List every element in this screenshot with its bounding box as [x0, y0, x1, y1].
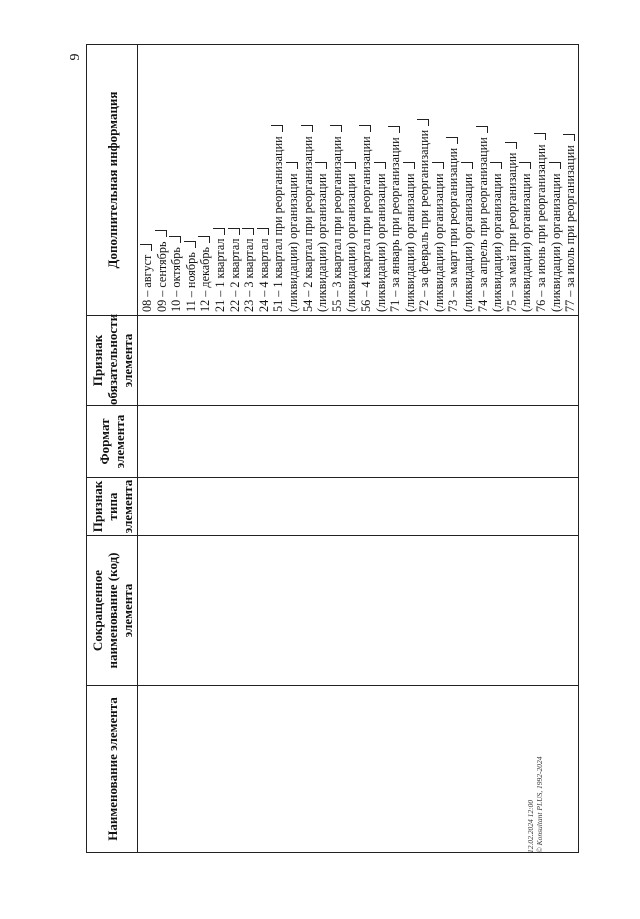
list-item [388, 45, 403, 312]
list-item [534, 45, 549, 312]
list-item-text: 22 – 2 квартал [227, 238, 242, 312]
cell-separator-mark [184, 241, 196, 248]
cell-separator-mark [461, 162, 473, 169]
list-item [315, 45, 330, 312]
list-item [155, 45, 170, 312]
list-item [374, 45, 389, 312]
cell-additional-info [138, 45, 579, 316]
list-item-text: (ликвидации) организации [548, 173, 563, 312]
list-item-text: 73 – за март при реорганизации [446, 147, 461, 312]
list-item-text: (ликвидации) организации [285, 173, 300, 312]
list-item-text: 54 – 2 квартал при реорганизации [300, 136, 315, 312]
list-item-text: (ликвидации) организации [519, 173, 534, 312]
list-item [446, 45, 461, 312]
list-item-text: 12 – декабрь [198, 247, 213, 312]
list-item [140, 45, 155, 312]
footer-date: 12.02.2024 12:00 [526, 799, 535, 853]
cell-separator-mark [403, 162, 415, 169]
list-item [461, 45, 476, 312]
list-item-text: 77 – за июль при реорганизации [563, 145, 578, 312]
cell-separator-mark [388, 126, 400, 133]
element-spec-table [86, 44, 579, 853]
list-item-text: 56 – 4 квартал при реорганизации [358, 136, 373, 312]
list-item-text: (ликвидации) организации [402, 173, 417, 312]
list-item [213, 45, 228, 312]
cell-separator-mark [213, 228, 225, 235]
cell-separator-mark [374, 162, 386, 169]
list-item [519, 45, 534, 312]
cell-separator-mark [432, 162, 444, 169]
list-item-text: 10 – октябрь [169, 247, 184, 312]
cell-separator-mark [330, 125, 342, 132]
cell-separator-mark [286, 162, 298, 169]
list-item [330, 45, 345, 312]
additional-info-list [138, 45, 578, 315]
cell-short-code [138, 536, 579, 686]
table-header-row [87, 45, 138, 853]
list-item [242, 45, 257, 312]
header-element-name: Наименование элемента [87, 686, 138, 853]
cell-separator-mark [476, 126, 488, 133]
table-row [138, 45, 579, 853]
header-required-flag: Признак обязательности элемента [87, 316, 138, 406]
cell-separator-mark [549, 162, 561, 169]
list-item [505, 45, 520, 312]
list-item [198, 45, 213, 312]
cell-separator-mark [563, 134, 575, 141]
list-item-text: 71 – за январь при реорганизации [388, 137, 403, 312]
list-item [490, 45, 505, 312]
cell-separator-mark [242, 228, 254, 235]
list-item [476, 45, 491, 312]
list-item-text: 76 – за июнь при реорганизации [534, 144, 549, 312]
list-item-text: (ликвидации) организации [315, 173, 330, 312]
header-element-format: Формат элемента [87, 406, 138, 478]
list-item [344, 45, 359, 312]
list-item [432, 45, 447, 312]
list-item [228, 45, 243, 312]
cell-separator-mark [315, 162, 327, 169]
cell-element-type [138, 478, 579, 536]
cell-separator-mark [417, 119, 429, 126]
list-item-text: 51 – 1 квартал при реорганизации [271, 136, 286, 312]
cell-separator-mark [155, 231, 167, 238]
list-item [403, 45, 418, 312]
list-item-text: (ликвидации) организации [373, 173, 388, 312]
header-short-code: Сокращенное наименование (код) элемента [87, 536, 138, 686]
cell-separator-mark [169, 236, 181, 243]
list-item-text: 75 – за май при реорганизации [504, 152, 519, 312]
cell-element-name [138, 686, 579, 853]
list-item-text: 24 – 4 квартал [256, 238, 271, 312]
cell-separator-mark [271, 125, 283, 132]
cell-separator-mark [519, 162, 531, 169]
rotated-page [68, 45, 578, 853]
footer-stamp [526, 633, 544, 853]
list-item-text: 23 – 3 квартал [242, 238, 257, 312]
list-item-text: 11 – ноябрь [183, 252, 198, 312]
cell-element-format [138, 406, 579, 478]
cell-separator-mark [534, 133, 546, 140]
list-item-text: (ликвидации) организации [461, 173, 476, 312]
page-number: 9 [68, 53, 83, 61]
list-item [549, 45, 564, 312]
list-item [301, 45, 316, 312]
cell-separator-mark [446, 137, 458, 144]
list-item-text: 72 – за февраль при реорганизации [417, 129, 432, 312]
cell-separator-mark [257, 228, 269, 235]
list-item-text: 74 – за апрель при реорганизации [475, 137, 490, 312]
list-item [286, 45, 301, 312]
header-additional-info: Дополнительная информация [87, 45, 138, 316]
list-item [271, 45, 286, 312]
list-item [417, 45, 432, 312]
list-item [169, 45, 184, 312]
list-item-text: 55 – 3 квартал при реорганизации [329, 136, 344, 312]
cell-separator-mark [344, 162, 356, 169]
list-item [184, 45, 199, 312]
list-item [359, 45, 374, 312]
list-item-text: 08 – август [140, 254, 154, 312]
cell-separator-mark [228, 228, 240, 235]
cell-separator-mark [490, 162, 502, 169]
cell-required-flag [138, 316, 579, 406]
list-item-text: 21 – 1 квартал [212, 238, 227, 312]
cell-separator-mark [140, 244, 152, 251]
list-item-text: (ликвидации) организации [490, 173, 505, 312]
list-item-text: (ликвидации) организации [344, 173, 359, 312]
list-item [257, 45, 272, 312]
footer-copyright: © Konsultant PLUS, 1992-2024 [535, 756, 544, 853]
cell-separator-mark [505, 142, 517, 149]
list-item-text: (ликвидации) организации [431, 173, 446, 312]
list-item-text: 09 – сентябрь [154, 241, 169, 312]
cell-separator-mark [198, 236, 210, 243]
header-element-type: Признак типа элемента [87, 478, 138, 536]
cell-separator-mark [301, 125, 313, 132]
list-item [563, 45, 578, 312]
cell-separator-mark [359, 125, 371, 132]
